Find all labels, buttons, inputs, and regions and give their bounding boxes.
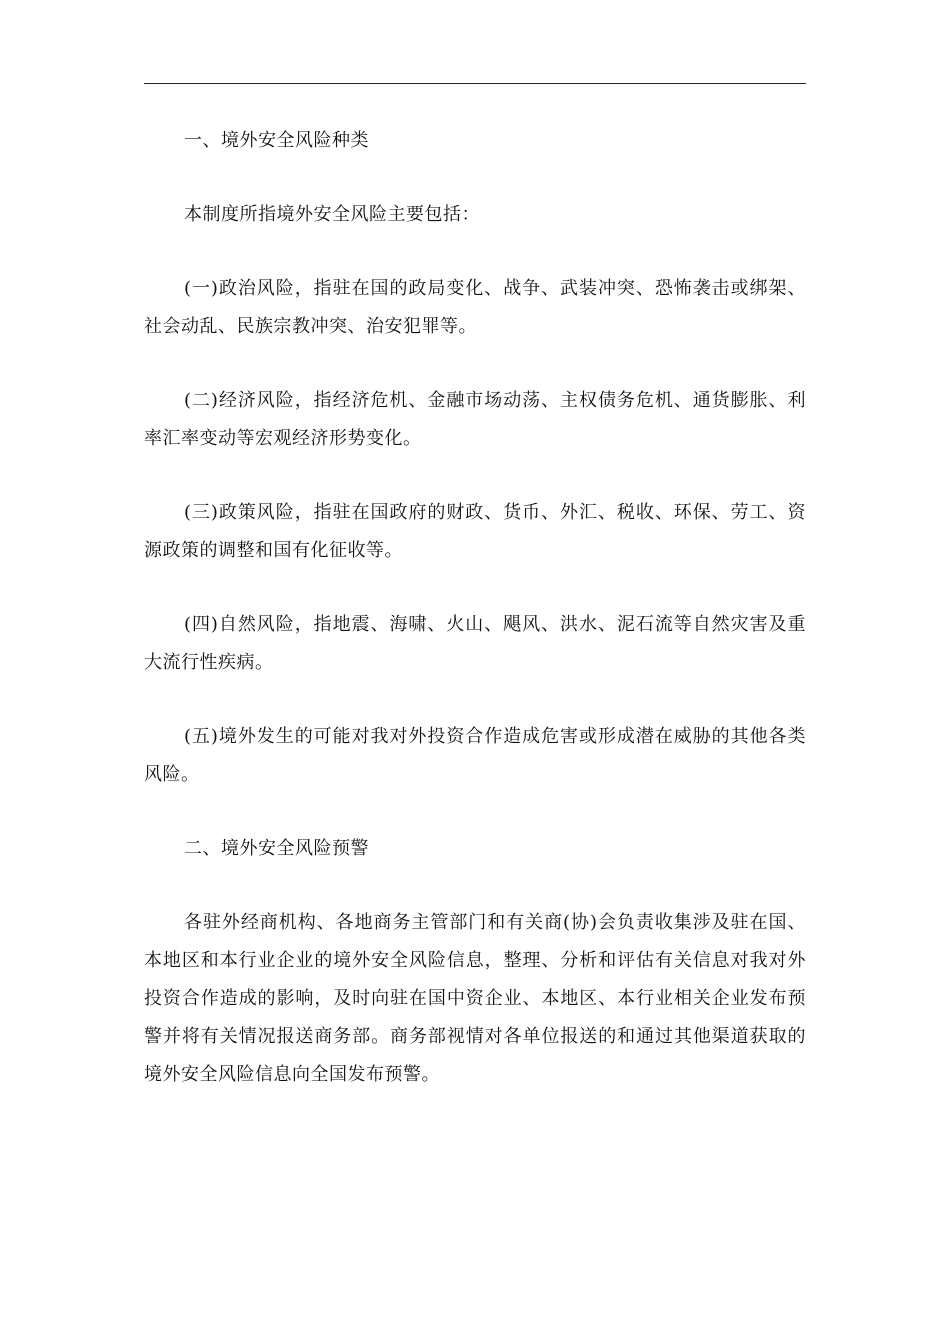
risk-item-other: (五)境外发生的可能对我对外投资合作造成危害或形成潜在威胁的其他各类风险。 xyxy=(144,726,806,785)
risk-item-political: (一)政治风险，指驻在国的政局变化、战争、武装冲突、恐怖袭击或绑架、社会动乱、民族宗教冲突、治安犯罪等。 xyxy=(144,278,806,337)
section-1-intro: 本制度所指境外安全风险主要包括： xyxy=(184,204,480,225)
risk-item-economic: (二)经济风险，指经济危机、金融市场动荡、主权债务危机、通货膨胀、利率汇率变动等宏观经济形势变化。 xyxy=(144,390,806,449)
header-rule xyxy=(144,83,806,84)
risk-item-policy: (三)政策风险，指驻在国政府的财政、货币、外汇、税收、环保、劳工、资源政策的调整和国有化征收等。 xyxy=(144,502,806,561)
document-body xyxy=(144,122,806,1130)
risk-item-natural: (四)自然风险，指地震、海啸、火山、飓风、洪水、泥石流等自然灾害及重大流行性疾病。 xyxy=(144,614,806,673)
section-2-heading: 二、境外安全风险预警 xyxy=(184,838,369,859)
section-1-heading: 一、境外安全风险种类 xyxy=(184,130,369,151)
section-2-body: 各驻外经商机构、各地商务主管部门和有关商(协)会负责收集涉及驻在国、本地区和本行业企业的境外安全风险信息，整理、分析和评估有关信息对我对外投资合作造成的影响，及时向驻在国中资企业、本地区、本行业相关企业发布预警并将有关情况报送商务部。商务部视情对各单位报送的和通过其他渠道获取的境外安全风险信息向全国发布预警。 xyxy=(144,912,806,1085)
